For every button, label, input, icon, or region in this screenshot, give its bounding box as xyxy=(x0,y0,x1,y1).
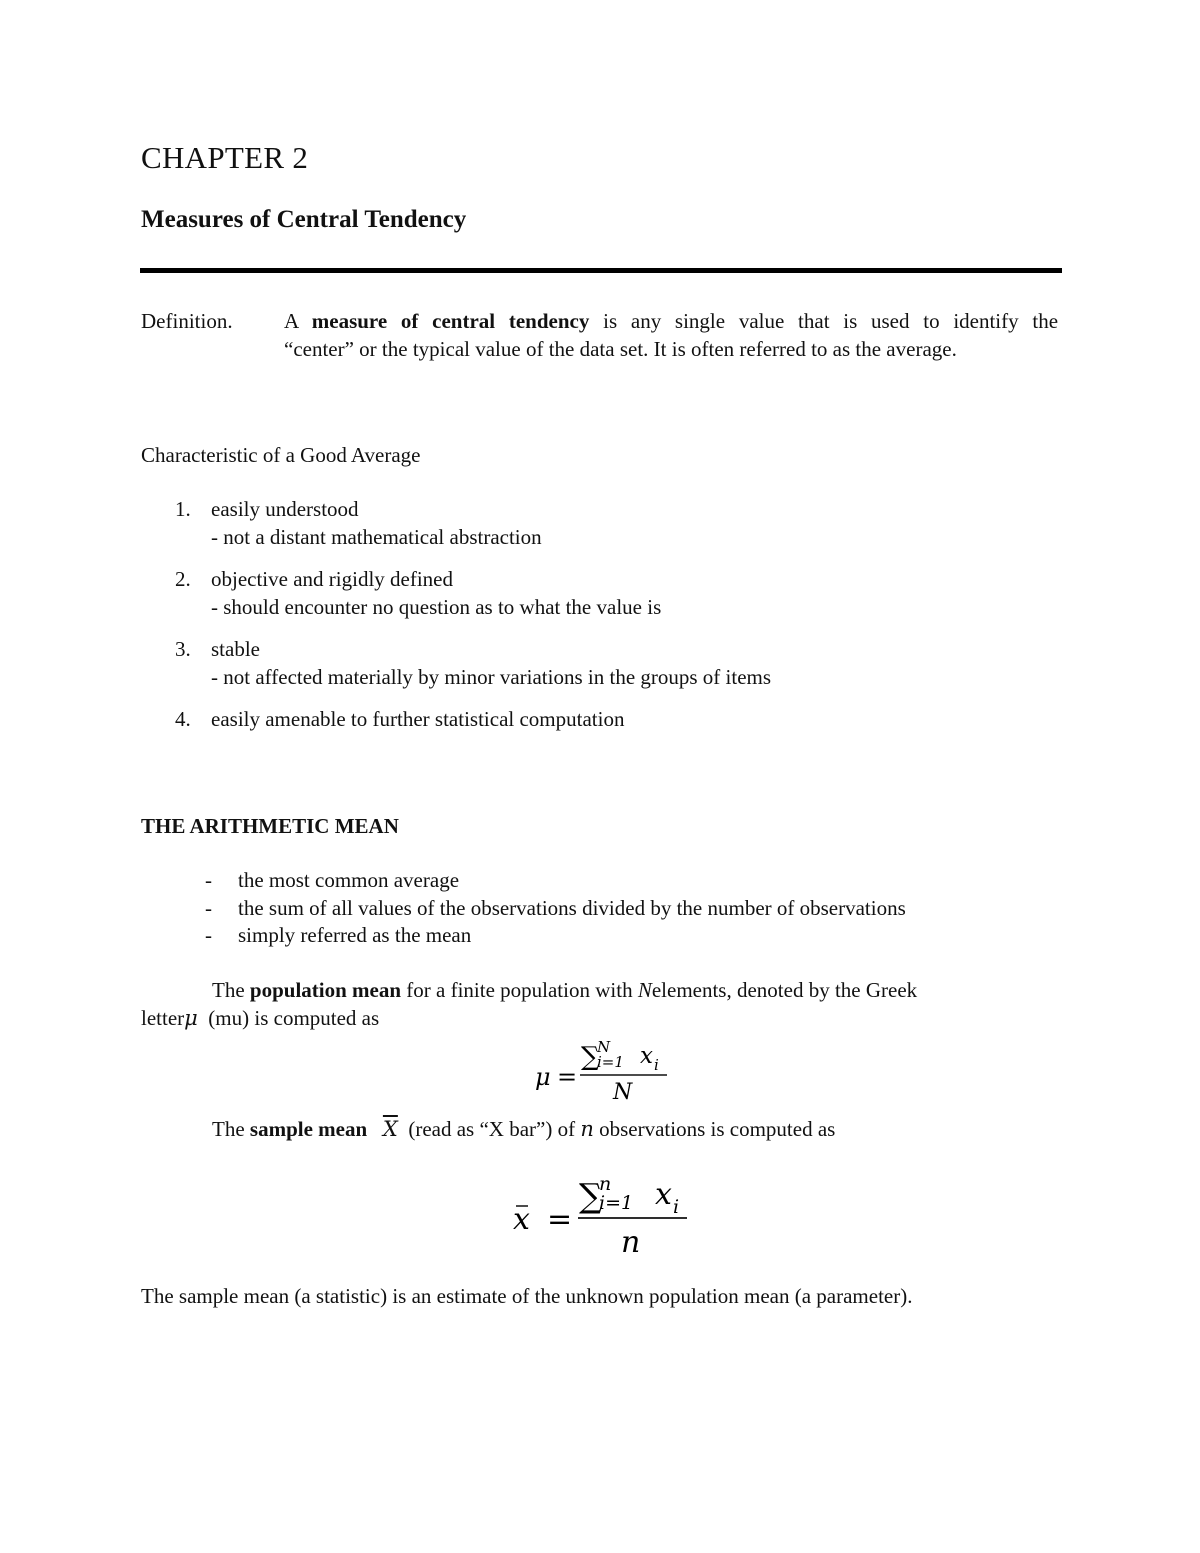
summation-lower: i=1 xyxy=(599,1192,634,1214)
dash-bullet: - xyxy=(205,895,212,920)
para-text: (mu) is computed as xyxy=(208,1006,380,1030)
para-text: letter xyxy=(141,1006,185,1030)
para-text: observations is computed as xyxy=(599,1117,836,1141)
definition-line-2: “center” or the typical value of the data set. It is often referred to as the average. xyxy=(284,337,957,361)
summation-symbol: ∑ xyxy=(579,1176,603,1215)
definition-pre: A xyxy=(284,309,299,333)
dash-bullet: - xyxy=(205,923,212,947)
summation-term-subscript: i xyxy=(673,1196,680,1218)
summation-term: x xyxy=(640,1043,653,1069)
dash-bullet: - xyxy=(205,868,212,892)
formula-lhs: μ xyxy=(535,1063,551,1091)
conclusion-sentence: The sample mean (a statistic) is an estimate of the unknown population mean (a parameter). xyxy=(141,1284,913,1308)
chapter-title: Measures of Central Tendency xyxy=(141,206,467,233)
summation-upper: N xyxy=(597,1038,611,1056)
point-text: the most common average xyxy=(238,868,460,892)
definition-label: Definition. xyxy=(141,309,233,333)
para-text: elements, denoted by the Greek xyxy=(651,978,918,1002)
para-text: for a finite population with xyxy=(406,978,633,1002)
para-text: (read as “X bar”) of xyxy=(408,1117,576,1141)
list-item-number: 2. xyxy=(175,567,191,591)
point-text: simply referred as the mean xyxy=(238,923,472,947)
point-text: the sum of all values of the observations divided by the number of observations xyxy=(238,895,906,920)
summation-term: x xyxy=(655,1177,672,1212)
summation-symbol: ∑ xyxy=(581,1042,600,1072)
population-mean-formula xyxy=(535,1038,667,1105)
para-text: The xyxy=(212,1117,245,1141)
sample-mean-term: sample mean xyxy=(249,1117,368,1141)
list-item-number: 4. xyxy=(175,707,191,731)
definition-post: is any single value that is used to identify the xyxy=(603,309,1059,333)
list-item-note: - not a distant mathematical abstraction xyxy=(211,525,542,549)
population-mean-term: population mean xyxy=(249,978,402,1002)
sample-mean-formula xyxy=(513,1173,687,1260)
formula-equals: = xyxy=(547,1202,573,1237)
sample-mean-line xyxy=(212,1115,835,1143)
characteristics-heading: Characteristic of a Good Average xyxy=(141,443,421,467)
para-text: The xyxy=(212,978,245,1002)
list-item-note: - should encounter no question as to what the value is xyxy=(211,595,662,619)
xbar-symbol: $\overline{X}$ xyxy=(382,1117,398,1141)
formula-denominator: n xyxy=(621,1225,641,1260)
formula-denominator: N xyxy=(613,1080,633,1105)
formula-equals: = xyxy=(557,1063,578,1091)
summation-term-subscript: i xyxy=(654,1056,659,1074)
chapter-label: CHAPTER 2 xyxy=(141,140,309,175)
formula-lhs: x xyxy=(513,1202,530,1237)
list-item-title: easily understood xyxy=(211,497,359,521)
mu-symbol: μ xyxy=(184,1006,198,1030)
list-item-number: 1. xyxy=(175,497,191,521)
list-item-title: objective and rigidly defined xyxy=(211,567,454,591)
definition-term: measure of central tendency xyxy=(311,309,590,333)
summation-lower: i=1 xyxy=(597,1053,624,1071)
list-item-note: - not affected materially by minor variations in the groups of items xyxy=(211,665,772,689)
summation-upper: n xyxy=(599,1173,612,1195)
section-heading-arithmetic-mean: THE ARITHMETIC MEAN xyxy=(141,814,399,838)
list-item-title: easily amenable to further statistical computation xyxy=(211,707,625,731)
list-item-number: 3. xyxy=(175,637,191,661)
list-item-title: stable xyxy=(211,637,260,661)
var-N: N xyxy=(637,978,652,1002)
var-n: n xyxy=(580,1117,594,1141)
